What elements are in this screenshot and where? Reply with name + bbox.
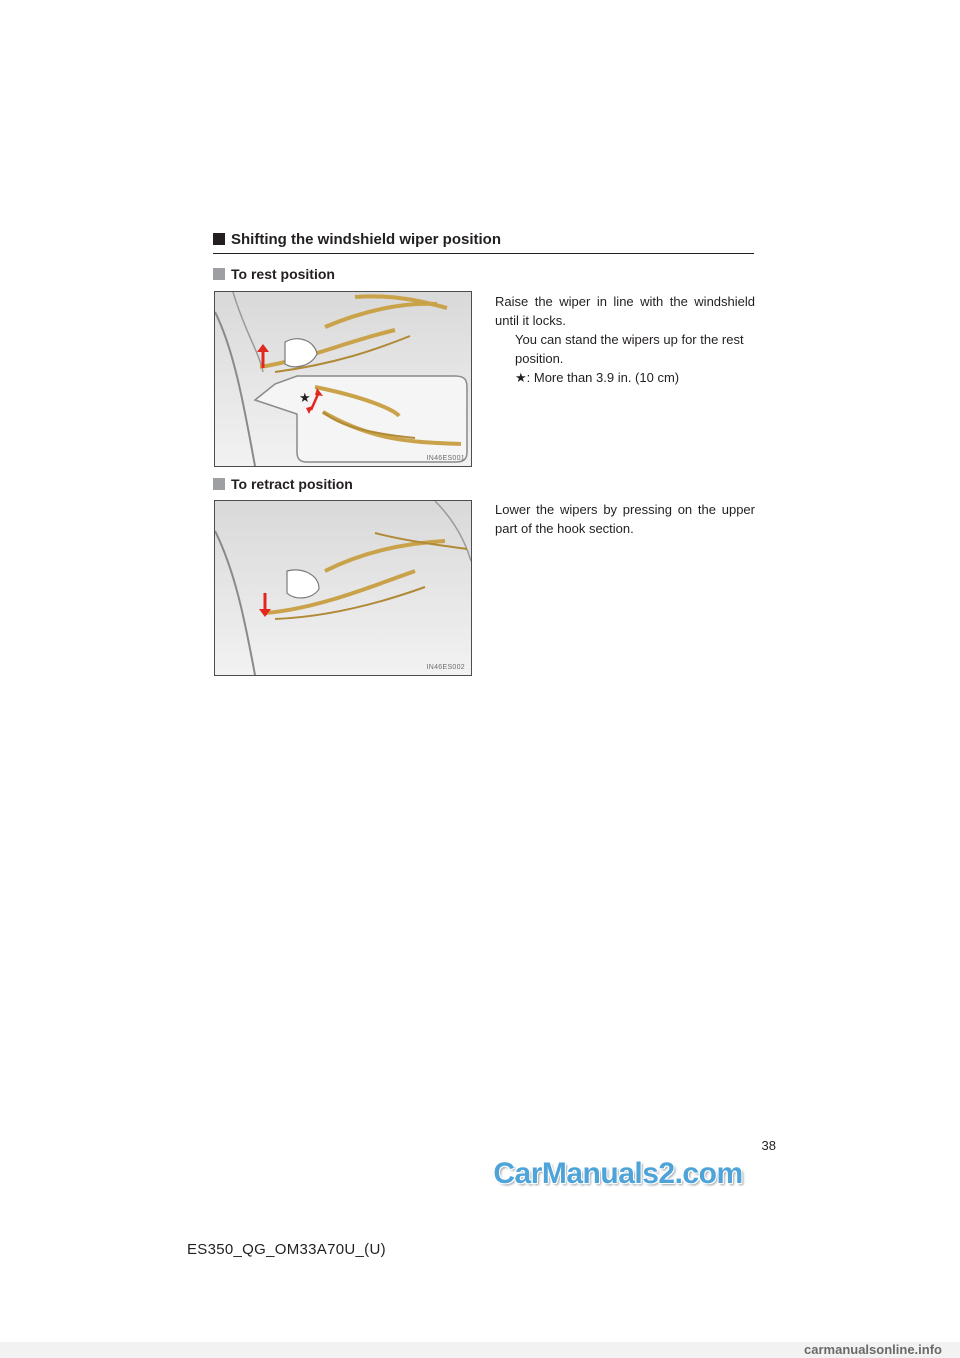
retract-heading-text: To retract position: [231, 476, 353, 492]
section-title: [213, 229, 754, 251]
grey-square-icon: [213, 268, 225, 280]
document-code: ES350_QG_OM33A70U_(U): [187, 1241, 386, 1258]
rest-position-illustration: [215, 292, 471, 466]
black-square-icon: [213, 233, 225, 245]
figure-code: IN46ES001: [426, 455, 465, 462]
star-icon: ★: [299, 391, 311, 406]
section-title-text: Shifting the windshield wiper position: [231, 231, 501, 248]
retract-position-figure: [214, 500, 472, 676]
rest-text: Raise the wiper in line with the windshield until it locks.: [495, 294, 755, 328]
footer-site-link[interactable]: carmanualsonline.info: [804, 1342, 942, 1357]
section-divider: [213, 253, 754, 254]
watermark-logo: CarManuals2.com: [493, 1156, 743, 1190]
retract-instructions: [495, 500, 755, 538]
rest-star-note: ★: More than 3.9 in. (10 cm): [515, 370, 680, 385]
rest-heading-text: To rest position: [231, 266, 335, 282]
rest-note: You can stand the wipers up for the rest position.: [515, 332, 744, 366]
rest-instructions: [495, 292, 755, 387]
rest-heading: [213, 264, 335, 284]
retract-position-illustration: [215, 501, 471, 675]
grey-square-icon: [213, 478, 225, 490]
figure-code: IN46ES002: [426, 664, 465, 671]
retract-text: Lower the wipers by pressing on the upper part of the hook section.: [495, 502, 755, 536]
rest-position-figure: [214, 291, 472, 467]
retract-heading: [213, 474, 353, 494]
page-number: 38: [761, 1138, 776, 1153]
